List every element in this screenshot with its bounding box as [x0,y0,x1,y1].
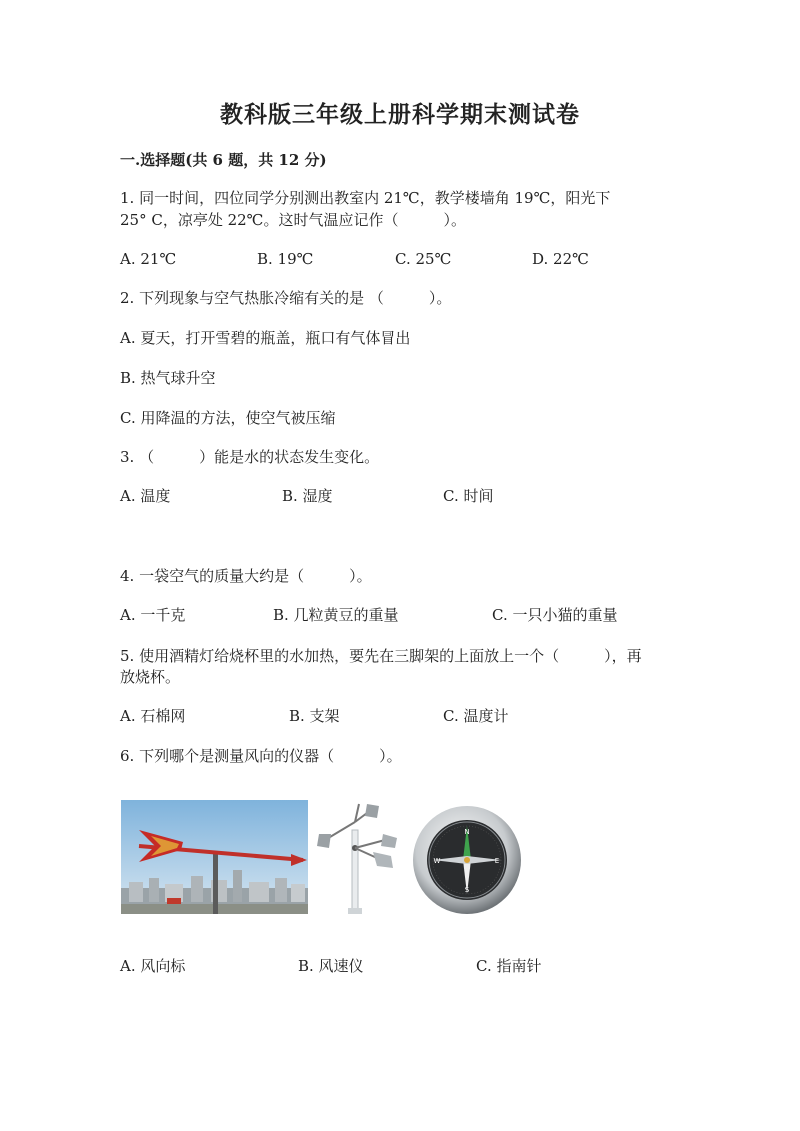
question-3: 3. （ ）能是水的状态发生变化。 [120,448,380,466]
q2-option-c: C. 用降温的方法，使空气被压缩 [120,409,336,427]
q4-option-b: B. 几粒黄豆的重量 [273,606,399,624]
q4-option-c: C. 一只小猫的重量 [492,606,618,624]
question-2: 2. 下列现象与空气热胀冷缩有关的是 （ ）。 [120,289,452,307]
question-1-line-1: 1. 同一时间，四位同学分别测出教室内 21℃，教学楼墙角 19℃，阳光下 [120,189,611,207]
page-title: 教科版三年级上册科学期末测试卷 [220,101,580,128]
q1-option-c: C. 25℃ [395,250,452,268]
q1-option-a: A. 21℃ [120,250,177,268]
q3-option-b: B. 湿度 [282,487,333,505]
q6-option-a: A. 风向标 [120,957,186,975]
q1-option-b: B. 19℃ [257,250,314,268]
question-1-line-2: 25° C，凉亭处 22℃。这时气温应记作（ ）。 [120,211,466,229]
q2-option-b: B. 热气球升空 [120,369,216,387]
q1-option-d: D. 22℃ [532,250,589,268]
anemometer-image [311,800,401,916]
q5-option-c: C. 温度计 [443,707,509,725]
q5-option-a: A. 石棉网 [120,707,186,725]
q3-option-a: A. 温度 [120,487,171,505]
compass-letter-s: S [464,886,470,894]
q6-option-c: C. 指南针 [476,957,542,975]
q4-option-a: A. 一千克 [120,606,186,624]
q3-option-c: C. 时间 [443,487,494,505]
wind-vane-image [121,800,308,914]
compass-image [411,804,523,916]
question-5-line-1: 5. 使用酒精灯给烧杯里的水加热，要先在三脚架的上面放上一个（ ），再 [120,647,642,665]
q2-option-a: A. 夏天，打开雪碧的瓶盖，瓶口有气体冒出 [120,329,411,347]
q5-option-b: B. 支架 [289,707,340,725]
compass-letter-w: W [433,857,441,865]
section-heading: 一.选择题(共 6 题，共 12 分) [120,151,327,169]
compass-letter-n: N [464,828,470,836]
question-6: 6. 下列哪个是测量风向的仪器（ ）。 [120,747,402,765]
question-4: 4. 一袋空气的质量大约是（ ）。 [120,567,372,585]
q6-option-b: B. 风速仪 [298,957,364,975]
compass-letter-e: E [494,857,500,865]
question-5-line-2: 放烧杯。 [120,668,181,686]
